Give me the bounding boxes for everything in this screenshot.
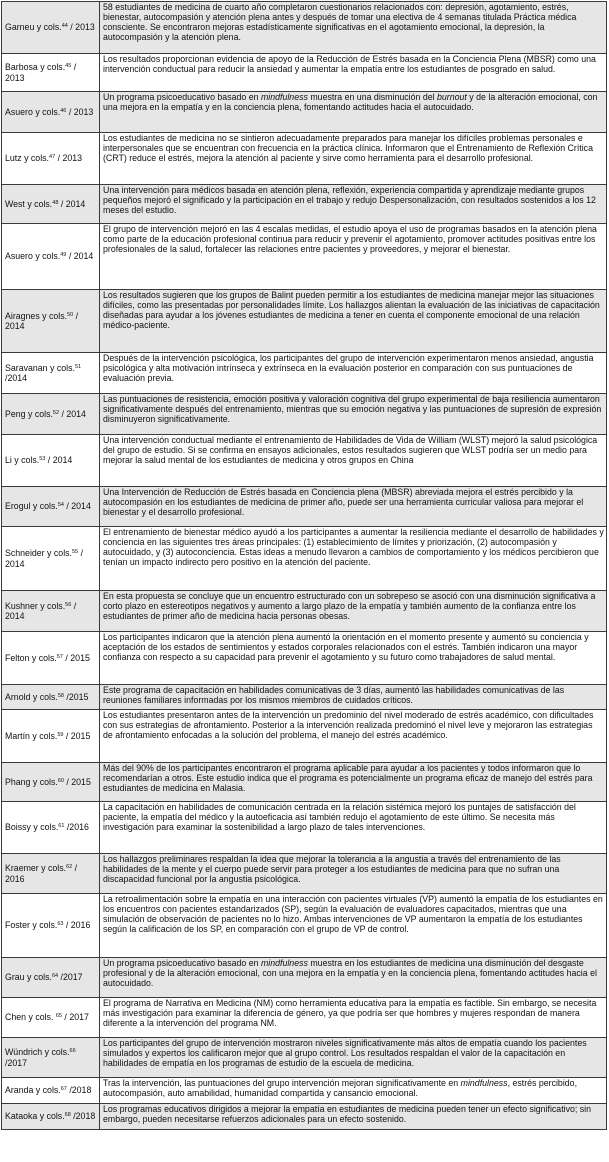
citation-number: 56 [65, 601, 72, 608]
study-author: Kraemer y cols. [5, 863, 67, 874]
study-reference-cell [2, 353, 100, 394]
study-findings-cell [100, 185, 607, 224]
table-row [2, 487, 607, 527]
study-findings-cell [100, 290, 607, 353]
citation-number: 47 [49, 154, 56, 161]
study-findings-cell [100, 487, 607, 527]
citation-number: 50 [67, 311, 74, 318]
findings-text: Este programa de capacitación en habilidades comunicativas de 3 días, aumentó las habilidades comunicativas de las reuniones familiares informadas por los mismos miembros de cuidados críticos. [103, 685, 565, 706]
findings-text: Un programa psicoeducativo basado en [103, 958, 261, 968]
findings-text: La retroalimentación sobre la empatía en una interacción con pacientes virtuales (VP) aumentó la empatía de los estudiantes en los encuentros con pacientes estandarizados (SP), según la evaluación de evaluadores capacitados, mientras que una simulación de observación de pacientes no lo hizo. Ambas intervenciones de VP aumentaron la empatía de los estudiantes según la calificación de los SP, en comparación con el grupo de VP de control. [103, 894, 603, 935]
findings-text: Los hallazgos preliminares respaldan la idea que mejorar la tolerancia a la angustia a través del entrenamiento de las habilidades de la mente y el cuerpo puede servir para proteger a los estudiantes de medicina para que no sufran una discapacidad funcional por la angustia psicológica. [103, 854, 561, 885]
table-row [2, 958, 607, 998]
study-reference-cell [2, 802, 100, 854]
study-year: / 2014 [45, 455, 73, 466]
study-reference-cell [2, 894, 100, 958]
study-findings-cell [100, 92, 607, 133]
table-row [2, 1104, 607, 1130]
study-reference-cell [2, 1078, 100, 1104]
study-year: / 2013 [67, 22, 95, 33]
citation-number: 55 [72, 549, 79, 556]
citation-number: 61 [58, 823, 65, 830]
table-row [2, 2, 607, 54]
study-author: West y cols. [5, 198, 53, 209]
study-author: Kushner y cols. [5, 600, 66, 611]
study-findings-cell [100, 224, 607, 290]
study-year: /2015 [63, 691, 89, 702]
study-year: / 2017 [61, 1012, 89, 1023]
table-row [2, 290, 607, 353]
study-reference-cell [2, 998, 100, 1038]
study-year: / 2013 [5, 62, 77, 83]
findings-text: Los resultados proporcionan evidencia de apoyo de la Reducción de Estrés basada en la Conciencia Plena (MBSR) como una intervención conductual para reducir la ansiedad y aumentar la empatía entre los estudiantes de posgrado en salud. [103, 54, 596, 75]
study-reference-cell [2, 591, 100, 632]
findings-text: 58 estudiantes de medicina de cuarto año completaron cuestionarios relacionados con: depresión, agotamiento, estrés, bienestar, autocompasión y atención plena antes y después de tomar una electiva de 4 semanas titulada Práctica médica consciente. Se encontraron mejoras estadísticamente significativas en el agotamiento emocional, la depresión, la autocompasión y la atención plena. [103, 2, 577, 43]
citation-number: 65 [55, 1013, 62, 1020]
findings-text: Los programas educativos dirigidos a mejorar la empatía en estudiantes de medicina pueden tener un efecto significativo; sin embargo, pueden necesitarse refuerzos adicionales para un efecto sostenido. [103, 1104, 592, 1125]
study-findings-cell [100, 685, 607, 710]
study-year: / 2014 [5, 600, 77, 621]
study-reference-cell [2, 92, 100, 133]
study-findings-cell [100, 435, 607, 487]
study-author: Arnold y cols. [5, 691, 58, 702]
study-findings-cell [100, 394, 607, 435]
study-author: Boissy y cols. [5, 822, 59, 833]
study-findings-cell [100, 527, 607, 591]
citation-number: 51 [74, 363, 82, 370]
table-row [2, 894, 607, 958]
study-year: / 2014 [59, 408, 86, 419]
table-row [2, 632, 607, 685]
findings-text: Los estudiantes de medicina no se sintieron adecuadamente preparados para manejar los difíciles problemas personales e interpersonales que se encuentran con frecuencia en la práctica clínica. Informaron que el Entrenamiento de Reflexión Crítica (CRT) reduce el estrés, mejora la atención al paciente y sirve como herramienta para el desarrollo profesional. [103, 133, 593, 164]
citation-number: 63 [57, 921, 64, 928]
study-author: Felton y cols. [5, 652, 57, 663]
study-year: / 2016 [63, 920, 91, 931]
study-reference-cell [2, 290, 100, 353]
citation-number: 53 [39, 456, 46, 463]
findings-text: Una Intervención de Reducción de Estrés basada en Conciencia plena (MBSR) abreviada mejora el estrés percibido y la autocompasión en los estudiantes de medicina de primer año, puede ser una herramienta curricular valiosa para mejorar el bienestar y el desarrollo profesional. [103, 487, 584, 518]
study-reference-cell [2, 394, 100, 435]
citation-number: 52 [52, 409, 60, 416]
findings-text: El programa de Narrativa en Medicina (NM) como herramienta educativa para la empatía es factible. Sin embargo, se necesita más investigación para examinar la diferencia de género, ya que podría ser que hombres y mujeres respondan de manera diferente a la intervención del programa NM. [103, 998, 597, 1029]
study-author: Schneider y cols. [5, 548, 72, 559]
table-row [2, 353, 607, 394]
findings-text: Los participantes indicaron que la atención plena aumentó la orientación en el momento presente y aumentó su conciencia y aceptación de los estados de sentimientos y estados corporales relacionados con el estrés. También indicaron una mayor confianza con respecto a su capacidad para prevenir el agotamiento y su futuro como trabajadores de salud mental. [103, 632, 589, 663]
study-author: Grau y cols. [5, 972, 52, 983]
findings-text: La capacitación en habilidades de comunicación centrada en la relación sistémica mejoró los puntajes de satisfacción del paciente, la empatía del médico y la autoeficacia así también redujo el agotamiento de este último. Se necesita más investigación para examinar la sostenibilidad a largo plazo de tales intervenciones. [103, 802, 576, 833]
study-findings-cell [100, 1078, 607, 1104]
study-findings-cell [100, 54, 607, 92]
citation-number: 45 [65, 63, 72, 70]
study-findings-cell [100, 1038, 607, 1078]
study-reference-cell [2, 133, 100, 185]
findings-text: Tras la intervención, las puntuaciones del grupo intervención mejoran significativamente en [103, 1078, 461, 1088]
study-reference-cell [2, 224, 100, 290]
study-reference-cell [2, 1038, 100, 1078]
findings-text: Una intervención para médicos basada en atención plena, reflexión, experiencia compartida y aprendizaje mediante grupos pequeños mejoró el significado y la participación en el trabajo y redujo Despersonalización, con resultados sostenidos a los 12 meses del estudio. [103, 185, 596, 216]
study-year: / 2015 [62, 652, 90, 663]
findings-text: Las puntuaciones de resistencia, emoción positiva y valoración cognitiva del grupo experimental de baja resiliencia aumentaron significativamente después del entrenamiento, mientras que su emoción negativa y las puntuaciones de supresión de expresión disminuyeron significativamente. [103, 394, 602, 425]
findings-italic-term: mindfulness [460, 1078, 508, 1088]
findings-text: Un programa psicoeducativo basado en [103, 92, 261, 102]
study-findings-cell [100, 763, 607, 802]
study-year: / 2013 [55, 153, 83, 164]
study-author: Peng y cols. [5, 408, 53, 419]
study-year: / 2014 [66, 251, 94, 262]
citation-number: 66 [69, 1048, 76, 1055]
studies-table-body [2, 2, 607, 1130]
citation-number: 60 [57, 777, 64, 784]
study-reference-cell [2, 1104, 100, 1130]
citation-number: 57 [56, 653, 63, 660]
table-row [2, 710, 607, 763]
findings-text: y de la alteración emocional, con una mejora en la empatía y en la conciencia plena, fomentando actitudes hacia el autocuidado. [103, 92, 598, 113]
study-year: / 2015 [63, 730, 91, 741]
table-row [2, 998, 607, 1038]
citation-number: 68 [64, 1112, 71, 1119]
table-row [2, 802, 607, 854]
study-reference-cell [2, 435, 100, 487]
study-reference-cell [2, 487, 100, 527]
study-findings-cell [100, 998, 607, 1038]
citation-number: 44 [61, 23, 68, 30]
study-year: /2017 [5, 1057, 28, 1068]
table-row [2, 394, 607, 435]
citation-number: 46 [60, 107, 67, 114]
study-year: / 2013 [66, 106, 94, 117]
study-reference-cell [2, 54, 100, 92]
findings-text: El grupo de intervención mejoró en las 4 escalas medidas, el estudio apoya el uso de programas basados en la atención plena como parte de la educación profesional continua para reducir y prevenir el agotamiento, promover actitudes positivas entre los profesionales de la salud, fortalecer las relaciones entre pacientes y proveedores, y mejorar el bienestar. [103, 224, 597, 255]
table-row [2, 133, 607, 185]
study-author: Saravanan y cols. [5, 362, 75, 373]
study-year: / 2014 [5, 548, 84, 569]
study-year: / 2014 [5, 310, 79, 331]
study-reference-cell [2, 763, 100, 802]
study-author: Martín y cols. [5, 730, 58, 741]
study-reference-cell [2, 710, 100, 763]
study-findings-cell [100, 1104, 607, 1130]
citation-number: 49 [60, 252, 67, 259]
study-author: Aranda y cols. [5, 1085, 61, 1096]
findings-text: El entrenamiento de bienestar médico ayudó a los participantes a aumentar la resiliencia mediante el desarrollo de habilidades y conciencia en las siguientes tres áreas principales: (1) establecimiento de límites y priorización, (2) autocompasión y autocuidado, y (3) autoconciencia. Estas ideas a menudo llevaron a cambios de comportamiento y los médicos percibieron que tenían un impacto indirecto pero positivo en la atención del paciente. [103, 527, 604, 568]
study-findings-cell [100, 133, 607, 185]
table-row [2, 185, 607, 224]
study-author: Asuero y cols. [5, 251, 61, 262]
citation-number: 59 [57, 731, 64, 738]
findings-italic-term: mindfulness [260, 958, 308, 968]
findings-text: , estrés percibido, autocompasión, auto amabilidad, humanidad compartida y cansancio emocional. [103, 1078, 578, 1099]
study-findings-cell [100, 802, 607, 854]
table-row [2, 685, 607, 710]
study-author: Lutz y cols. [5, 153, 50, 164]
study-author: Chen y cols. [5, 1012, 56, 1023]
citation-number: 64 [51, 973, 59, 980]
study-author: Phang y cols. [5, 776, 58, 787]
study-reference-cell [2, 527, 100, 591]
citation-number: 48 [52, 199, 59, 206]
study-author: Asuero y cols. [5, 106, 61, 117]
table-row [2, 1038, 607, 1078]
study-reference-cell [2, 632, 100, 685]
citation-number: 67 [60, 1086, 67, 1093]
findings-text: muestra en una disminución del [307, 92, 437, 102]
table-row [2, 435, 607, 487]
table-row [2, 763, 607, 802]
findings-text: Los participantes del grupo de intervención mostraron niveles significativamente más altos de empatía cuando los pacientes simulados y expertos los calificaron mejor que al grupo control. Los resultados respaldan el valor de la capacitación en habilidades de empatía en los programas de estudio de la escuela de medicina. [103, 1038, 587, 1069]
table-row [2, 224, 607, 290]
study-reference-cell [2, 2, 100, 54]
findings-text: Después de la intervención psicológica, los participantes del grupo de intervención experimentaron menos ansiedad, angustia psicológica y alta motivación intrínseca y extrínseca en la evaluación posterior en comparación con sus puntuaciones de evaluación previa. [103, 353, 594, 384]
table-row [2, 92, 607, 133]
study-author: Erogul y cols. [5, 501, 58, 512]
study-year: /2018 [66, 1085, 92, 1096]
findings-text: Una intervención conductual mediante el entrenamiento de Habilidades de Vida de William (WLST) mejoró la salud psicológica del grupo de estudio. Si se confirma en ensayos adicionales, estos resultados sugieren que WLST podría ser un medio para mejorar la salud mental de los estudiantes de medicina y otros grupos en China [103, 435, 598, 466]
findings-text: Más del 90% de los participantes encontraron el programa aplicable para ayudar a los pacientes y todos informaron que lo recomendarían a otros. Este estudio indica que el programa es potencialmente un programa eficaz de manejo del estrés para estudiantes de medicina en Malasia. [103, 763, 593, 794]
study-year: /2017 [58, 972, 83, 983]
study-findings-cell [100, 591, 607, 632]
citation-number: 62 [66, 864, 73, 871]
study-findings-cell [100, 958, 607, 998]
table-row [2, 1078, 607, 1104]
citation-number: 54 [57, 502, 64, 509]
findings-text: Los resultados sugieren que los grupos de Balint pueden permitir a los estudiantes de medicina manejar mejor las situaciones difíciles, como las presentadas por personalidades límite. Los hallazgos alientan la evaluación de las iniciativas de capacitación diseñadas para ayudar a los jóvenes estudiantes de medicina a tener en cuenta el componente emocional de una relación médico-paciente. [103, 290, 600, 331]
study-author: Airagnes y cols. [5, 310, 68, 321]
table-row [2, 527, 607, 591]
citation-number: 58 [57, 692, 64, 699]
findings-italic-term: mindfulness [260, 92, 308, 102]
study-findings-cell [100, 2, 607, 54]
findings-text: Los estudiantes presentaron antes de la intervención un predominio del nivel moderado de estrés académico, con dificultades con sus estrategias de afrontamiento. Posterior a la intervención realizada predominó el nivel leve y mejoraron las estrategias de afrontamiento enfocadas a la solución del problema, el manejo del estrés académico. [103, 710, 594, 741]
table-row [2, 591, 607, 632]
study-year: / 2016 [5, 863, 78, 884]
findings-text: muestra en los estudiantes de medicina una disminución del desgaste profesional y de la alteración emocional, con una mejora en la empatía y en la conciencia plena, fomentando actitudes hacia el autocuidado. [103, 958, 597, 989]
study-reference-cell [2, 854, 100, 894]
study-year: /2018 [70, 1111, 96, 1122]
study-author: Wündrich y cols. [5, 1047, 70, 1058]
study-findings-cell [100, 710, 607, 763]
table-row [2, 854, 607, 894]
study-author: Barbosa y cols. [5, 62, 66, 73]
study-author: Garneu y cols. [5, 22, 62, 33]
study-author: Li y cols. [5, 455, 40, 466]
findings-italic-term: burnout [437, 92, 467, 102]
study-year: / 2014 [63, 501, 91, 512]
study-author: Foster y cols. [5, 920, 58, 931]
findings-text: En esta propuesta se concluye que un encuentro estructurado con un sobrepeso se asoció con una disminución significativa a corto plazo en estereotipos negativos y aumento a largo plazo de la empatía y también aumento de la confianza entre los estudiantes de primer año de medicina hacia personas obesas. [103, 591, 596, 622]
study-reference-cell [2, 958, 100, 998]
studies-table [1, 1, 607, 1130]
study-year: / 2014 [58, 198, 86, 209]
study-findings-cell [100, 894, 607, 958]
study-author: Kataoka y cols. [5, 1111, 65, 1122]
study-findings-cell [100, 854, 607, 894]
study-reference-cell [2, 185, 100, 224]
study-findings-cell [100, 632, 607, 685]
study-findings-cell [100, 353, 607, 394]
table-row [2, 54, 607, 92]
study-year: /2014 [5, 373, 28, 383]
study-year: /2016 [64, 822, 89, 833]
study-reference-cell [2, 685, 100, 710]
study-year: / 2015 [63, 776, 91, 787]
